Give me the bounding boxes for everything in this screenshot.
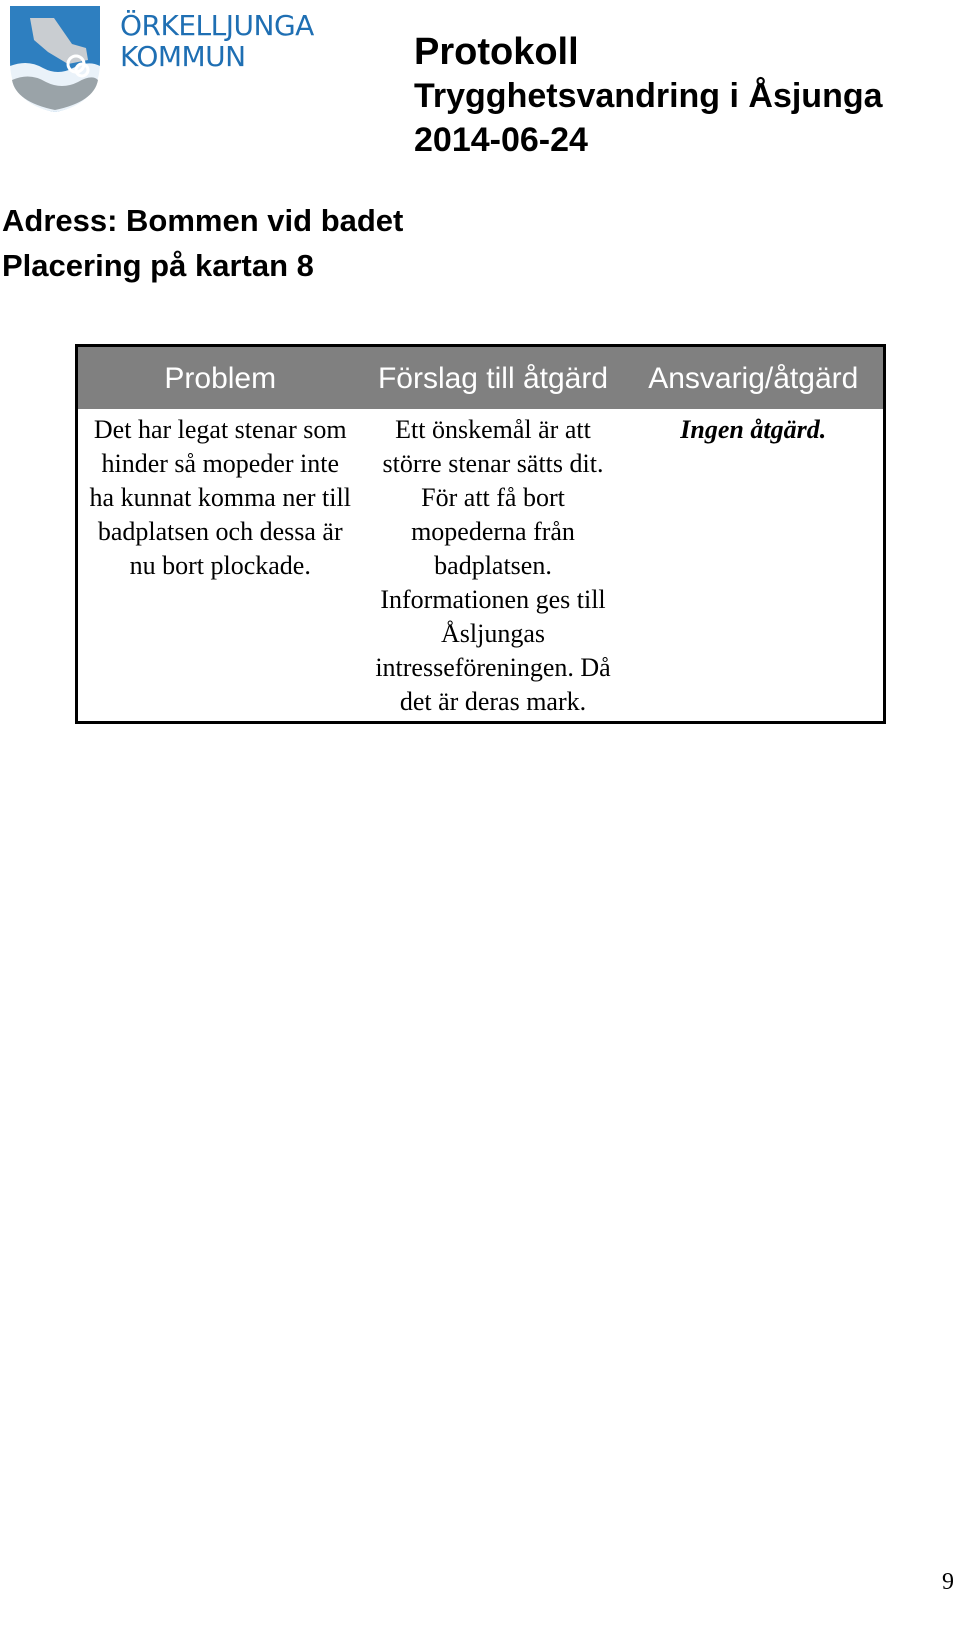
document-header: [414, 30, 883, 162]
header-ansvarig: Ansvarig/åtgärd: [624, 346, 885, 410]
table-header-row: [77, 346, 885, 410]
map-placement-line: Placering på kartan 8: [2, 248, 314, 283]
cell-forslag: Ett önskemål är att större stenar sätts dit. För att få bort mopederna från badplatsen. Informationen ges till Åsljungas intresseföreningen. Då det är deras mark.: [375, 415, 611, 716]
kommun-logo: [8, 4, 314, 116]
document-date: 2014-06-24: [414, 121, 588, 159]
header-problem: Problem: [77, 346, 363, 410]
address-line: Adress: Bommen vid badet: [2, 203, 404, 238]
page-number: 9: [942, 1569, 954, 1595]
document-subtitle: Trygghetsvandring i Åsjunga: [414, 77, 883, 115]
logo-text-line2: KOMMUN: [120, 40, 246, 73]
document-title: Protokoll: [414, 31, 579, 73]
header-forslag: Förslag till åtgärd: [363, 346, 624, 410]
cell-ansvarig: Ingen åtgärd.: [680, 415, 827, 444]
address-block: [2, 198, 403, 288]
protocol-table: [75, 344, 886, 724]
cell-problem: Det har legat stenar som hinder så mopeder inte ha kunnat komma ner till badplatsen och dessa är nu bort plockade.: [89, 415, 351, 580]
table-row: [77, 409, 885, 723]
coat-of-arms-icon: [8, 4, 108, 114]
logo-text-line1: ÖRKELLJUNGA: [120, 9, 314, 42]
